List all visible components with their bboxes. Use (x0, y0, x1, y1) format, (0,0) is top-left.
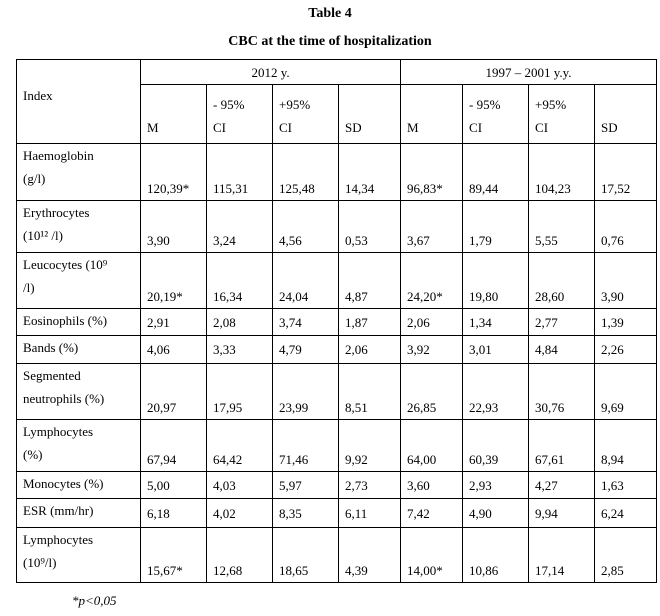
table-row (17, 309, 657, 336)
ci-minus-label: - 95% (469, 97, 501, 112)
index-name-line: (%) (23, 447, 43, 462)
footnote: *p<0,05 (72, 593, 117, 608)
ci-label: CI (469, 120, 483, 135)
index-name-line: Segmented (23, 368, 81, 383)
value-cell: 10,86 (463, 528, 529, 583)
value-cell: 104,23 (529, 144, 595, 201)
table-row (17, 364, 657, 420)
index-name-line: Eosinophils (%) (23, 313, 108, 328)
row-index-label (17, 144, 141, 201)
index-name-line: neutrophils (%) (23, 391, 105, 406)
value-cell: 3,01 (463, 336, 529, 364)
table-row (17, 528, 657, 583)
index-name-line: (10¹² /l) (23, 228, 63, 243)
value-cell: 3,33 (207, 336, 273, 364)
row-index-label (17, 253, 141, 309)
index-name-line: Lymphocytes (23, 424, 94, 439)
row-index-label (17, 201, 141, 253)
value-cell: 1,34 (463, 309, 529, 336)
value-cell: 20,19* (141, 253, 207, 309)
row-index-label (17, 472, 141, 499)
col-ci-minus-1997 (463, 85, 529, 144)
value-cell: 2,26 (595, 336, 657, 364)
col-m-2012: M (141, 85, 207, 144)
index-name-line: Haemoglobin (23, 148, 94, 163)
value-cell: 125,48 (273, 144, 339, 201)
value-cell: 2,06 (401, 309, 463, 336)
table-number: Table 4 (308, 6, 352, 21)
index-name-line: Erythrocytes (23, 205, 90, 220)
table-row (17, 201, 657, 253)
value-cell: 30,76 (529, 364, 595, 420)
value-cell: 17,52 (595, 144, 657, 201)
value-cell: 4,79 (273, 336, 339, 364)
value-cell: 3,90 (141, 201, 207, 253)
ci-label: CI (535, 120, 549, 135)
value-cell: 5,00 (141, 472, 207, 499)
value-cell: 3,92 (401, 336, 463, 364)
value-cell: 4,56 (273, 201, 339, 253)
value-cell: 4,03 (207, 472, 273, 499)
value-cell: 5,97 (273, 472, 339, 499)
table-row (17, 472, 657, 499)
col-m-1997: M (401, 85, 463, 144)
value-cell: 4,39 (339, 528, 401, 583)
index-name-line: Monocytes (%) (23, 476, 104, 491)
index-name-line: (10⁹/l) (23, 555, 57, 570)
value-cell: 15,67* (141, 528, 207, 583)
value-cell: 2,77 (529, 309, 595, 336)
value-cell: 24,04 (273, 253, 339, 309)
col-sd-2012: SD (339, 85, 401, 144)
value-cell: 16,34 (207, 253, 273, 309)
index-name-line: Lymphocytes (23, 532, 94, 547)
index-name-line: Leucocytes (10⁹ (23, 257, 108, 272)
index-name-line: /l) (23, 280, 35, 295)
value-cell: 1,87 (339, 309, 401, 336)
value-cell: 6,24 (595, 499, 657, 528)
value-cell: 1,39 (595, 309, 657, 336)
value-cell: 67,61 (529, 420, 595, 472)
table-row (17, 144, 657, 201)
value-cell: 2,06 (339, 336, 401, 364)
table-row (17, 420, 657, 472)
value-cell: 12,68 (207, 528, 273, 583)
value-cell: 2,08 (207, 309, 273, 336)
value-cell: 8,51 (339, 364, 401, 420)
value-cell: 3,74 (273, 309, 339, 336)
value-cell: 7,42 (401, 499, 463, 528)
value-cell: 4,27 (529, 472, 595, 499)
value-cell: 1,63 (595, 472, 657, 499)
value-cell: 2,85 (595, 528, 657, 583)
value-cell: 71,46 (273, 420, 339, 472)
value-cell: 17,95 (207, 364, 273, 420)
value-cell: 8,35 (273, 499, 339, 528)
value-cell: 67,94 (141, 420, 207, 472)
value-cell: 18,65 (273, 528, 339, 583)
value-cell: 115,31 (207, 144, 273, 201)
value-cell: 60,39 (463, 420, 529, 472)
value-cell: 24,20* (401, 253, 463, 309)
table-row (17, 336, 657, 364)
value-cell: 1,79 (463, 201, 529, 253)
row-index-label (17, 336, 141, 364)
value-cell: 3,24 (207, 201, 273, 253)
value-cell: 64,00 (401, 420, 463, 472)
value-cell: 6,18 (141, 499, 207, 528)
value-cell: 4,90 (463, 499, 529, 528)
value-cell: 3,60 (401, 472, 463, 499)
index-name-line: ESR (mm/hr) (23, 503, 94, 518)
value-cell: 8,94 (595, 420, 657, 472)
row-index-label (17, 420, 141, 472)
value-cell: 96,83* (401, 144, 463, 201)
ci-label: CI (279, 120, 292, 135)
value-cell: 19,80 (463, 253, 529, 309)
value-cell: 4,87 (339, 253, 401, 309)
value-cell: 14,34 (339, 144, 401, 201)
value-cell: 9,92 (339, 420, 401, 472)
value-cell: 2,93 (463, 472, 529, 499)
row-index-label (17, 499, 141, 528)
value-cell: 23,99 (273, 364, 339, 420)
value-cell: 28,60 (529, 253, 595, 309)
value-cell: 2,73 (339, 472, 401, 499)
col-ci-minus-2012 (207, 85, 273, 144)
col-sd-1997: SD (595, 85, 657, 144)
index-name-line: (g/l) (23, 171, 46, 186)
table-row (17, 499, 657, 528)
period-2012-header: 2012 y. (141, 60, 401, 85)
ci-label: CI (213, 120, 226, 135)
index-header: Index (17, 60, 141, 144)
index-name-line: Bands (%) (23, 340, 79, 355)
value-cell: 6,11 (339, 499, 401, 528)
value-cell: 22,93 (463, 364, 529, 420)
value-cell: 3,67 (401, 201, 463, 253)
col-ci-plus-2012 (273, 85, 339, 144)
row-index-label (17, 364, 141, 420)
ci-minus-label: - 95% (213, 97, 245, 112)
period-1997-2001-header: 1997 – 2001 y.y. (401, 60, 657, 85)
value-cell: 4,02 (207, 499, 273, 528)
cbc-table-body (17, 144, 657, 583)
value-cell: 26,85 (401, 364, 463, 420)
value-cell: 9,94 (529, 499, 595, 528)
value-cell: 120,39* (141, 144, 207, 201)
value-cell: 0,53 (339, 201, 401, 253)
ci-plus-label: +95% (279, 97, 311, 112)
value-cell: 17,14 (529, 528, 595, 583)
table-row (17, 253, 657, 309)
cbc-table (16, 59, 657, 583)
value-cell: 5,55 (529, 201, 595, 253)
value-cell: 3,90 (595, 253, 657, 309)
value-cell: 4,06 (141, 336, 207, 364)
value-cell: 64,42 (207, 420, 273, 472)
table-title: CBC at the time of hospitalization (228, 34, 432, 49)
value-cell: 2,91 (141, 309, 207, 336)
ci-plus-label: +95% (535, 97, 567, 112)
value-cell: 14,00* (401, 528, 463, 583)
col-ci-plus-1997 (529, 85, 595, 144)
row-index-label (17, 309, 141, 336)
value-cell: 89,44 (463, 144, 529, 201)
row-index-label (17, 528, 141, 583)
value-cell: 20,97 (141, 364, 207, 420)
value-cell: 9,69 (595, 364, 657, 420)
value-cell: 0,76 (595, 201, 657, 253)
value-cell: 4,84 (529, 336, 595, 364)
